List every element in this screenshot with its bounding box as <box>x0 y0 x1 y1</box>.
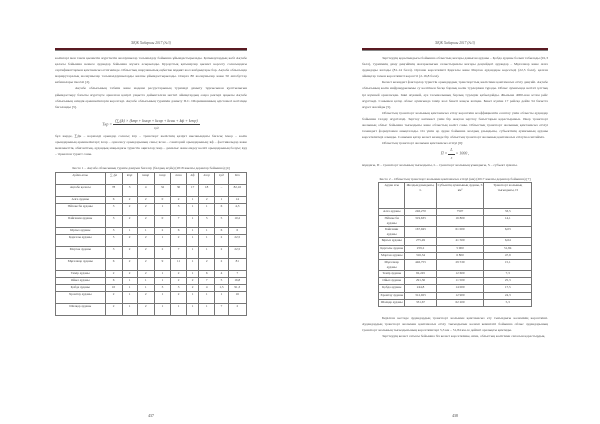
paragraph: Облыстың транспорт жолының қамтамасыз етілу көрсеткіш коэффициентін есептеу үшін облысты аудандар бойынша талдау жүргізілді. Зерттеу нәтижесі үшін бір жақтан зерттеу бағыттарын қарастырамыз. Өнер транспорт жолының облыс бойынша тығыздығы және облыстың көлігі саны. Облыстың транспорт жолының қамтамасыз етілуі төмендегі формуламен анықталады. Ол үшін әр аудан бойынша жолдың ұзындығы, субъектінің аумағының ауданы көрсеткіштері алынды. Сонымен қатар келесі кезеңде бір облыстың транспорт жолының қамтамасыз етілуін есептейміз. <box>362 110 548 140</box>
row-label: Хромтау ауданы <box>56 291 106 303</box>
table-cell: 16,8 <box>228 277 246 284</box>
table-row <box>56 203 247 215</box>
table-cell: 9 <box>154 258 170 270</box>
table-row <box>379 278 532 285</box>
table-cell: 2 <box>171 291 187 303</box>
table-cell: 2 <box>215 258 228 270</box>
table-cell: 1 <box>199 203 215 215</box>
table-row <box>56 196 247 203</box>
table-cell: 1 <box>199 303 215 315</box>
table-cell: 1 <box>187 303 199 315</box>
table-cell: 2 <box>187 284 199 291</box>
table-cell: 1 <box>122 227 137 234</box>
table-row <box>379 285 532 292</box>
column-header: kф <box>187 172 199 184</box>
paragraph: Ақтөбе облысының табиғи және мәдени ресурстарының туризмді дамыту тұрғысынан қуаттылығын ұйымдастыру бағыты жүргізуге арналған қазіргі уақытта дайынталған негізгі аймақтардың өзара ректері арқылы Ақтөбе облысының өзіндік ерекшеліктерін көрсетеді. Ақтөбе облысының туризмін дамыту П.С. Шорманиянның әдістемесі негізінде бағаланды [3]. <box>55 86 247 109</box>
table-cell: 1 <box>187 196 199 203</box>
table-cell: 2 <box>171 277 187 284</box>
table-cell: 15,1 <box>484 259 532 270</box>
row-label: Қобда ауданы <box>379 285 405 292</box>
header-rule-thin <box>55 50 247 51</box>
table-cell: 1 <box>199 291 215 303</box>
table-cell: 2 <box>137 246 154 258</box>
formula-numerator: (∑ⱼfⱼk) × (kтр + kмор + kсар + kсан + kф + kжр) <box>113 118 200 125</box>
row-label: Байғанин ауданы <box>56 215 106 227</box>
table-cell: 10 <box>105 284 122 291</box>
column-header: kуд <box>215 172 228 184</box>
table-cell: 2 <box>137 215 154 227</box>
table-cell: 5 <box>215 215 228 227</box>
table-cell: 11 <box>171 258 187 270</box>
table-cell: 1 <box>187 270 199 277</box>
table-row <box>56 284 247 291</box>
table-cell: 2 <box>199 196 215 203</box>
table-cell: 18 <box>199 184 215 196</box>
table-cell: 312,925 <box>405 292 436 299</box>
table-cell: 2 <box>171 234 187 246</box>
page-number: 437 <box>148 414 154 418</box>
table-row <box>56 303 247 315</box>
table-row <box>56 246 247 258</box>
table-row <box>379 227 532 238</box>
table-cell: 2 <box>122 215 137 227</box>
table-cell: 2 <box>137 303 154 315</box>
table-cell: 47,9 <box>484 252 532 259</box>
table-cell: 1 <box>122 291 137 303</box>
row-label: Хромтау ауданы <box>379 292 405 299</box>
paragraph: Зерттеудің қорытындысы бойынша облыстың жоғары дамыған ауданы – Қобда ауданы болып табылады (91,3 балл), туризмнің даму деңгейінің жоғарылығын салыстырмалы жоғары деңгейдегі аудандар – Мұғалжар және Алға аудандары жатады (81-14 балл). Орташа көрсеткішті Қарғалы және Мартөк аудандары көрсетеді (22,5 балл), қалған аймақтар төмен көрсеткішті көрсетті (2-16,8 балл). <box>362 56 548 79</box>
table-cell: 319,635 <box>405 216 436 227</box>
table-cell: 4,3 <box>228 203 246 215</box>
table-cell: 16 800 <box>436 216 484 227</box>
table-cell: 167,945 <box>405 227 436 238</box>
table-cell: 2 <box>215 234 228 246</box>
table-row <box>379 292 532 299</box>
table-cell: – <box>215 184 228 196</box>
table-cell: 5 <box>215 277 228 284</box>
formula-denominator: S <box>450 155 453 160</box>
table-cell: 2 <box>122 246 137 258</box>
column-header: ∑ ⱼfⱼk <box>105 172 122 184</box>
table-cell: 2 <box>105 291 122 303</box>
formula-rhs: × 1000 , <box>455 150 470 156</box>
table-row <box>379 245 532 252</box>
table-cell: 16 <box>228 291 246 303</box>
column-header: kсар <box>154 172 170 184</box>
column-header: Аудан аты <box>379 183 405 209</box>
table-cell: 6 <box>215 227 228 234</box>
table-row <box>56 258 247 270</box>
table-cell: 91,3 <box>228 284 246 291</box>
table-cell: 1 <box>137 284 154 291</box>
table-cell: 14,1 <box>484 216 532 227</box>
table-cell: 2 <box>137 270 154 277</box>
table-cell: 259,2 <box>405 245 436 252</box>
formula-tourism-score <box>55 118 247 131</box>
table-cell: 244,8 <box>405 285 436 292</box>
table-cell: 2 <box>215 246 228 258</box>
table-cell: 275,49 <box>405 238 436 245</box>
table-cell: 78 <box>105 184 122 196</box>
table-cell: 2 <box>137 196 154 203</box>
table-cell: 7 <box>215 303 228 315</box>
right-body <box>362 55 548 339</box>
table-cell: 1 <box>137 277 154 284</box>
row-label: Шалқар ауданы <box>56 303 106 315</box>
row-label: Мұғалжар ауданы <box>56 258 106 270</box>
row-label: Ойыл ауданы <box>56 277 106 284</box>
table-cell: 22,5 <box>228 246 246 258</box>
table-cell: 5 000 <box>436 245 484 252</box>
table-cell: 7 <box>228 270 246 277</box>
table-cell: 2 <box>122 270 137 277</box>
table-cell: 2 <box>105 303 122 315</box>
table-row <box>56 227 247 234</box>
column-header: Субъектің аумағының ауданы, S км² <box>436 183 484 209</box>
row-label: Қарғалы ауданы <box>379 245 405 252</box>
table-cell: 1 <box>199 234 215 246</box>
table-cell: 6 <box>171 227 187 234</box>
column-header: Аудан аты <box>56 172 106 184</box>
paragraph: Келесі кезеңдегі факторлар туристік орындардың транспорттық желісімен қамтамасыз етілу деңгейі. Ақтөбе облысының көлік инфрақұрылымы су көлігінен басқа барлық көлік түрлерінен тұрады. Облыс аумағында негізгі ұлттық ірі жүкшей орналасқан. Ішкі жүкшей, әуе тасымалының барлық түрлерін қабылдайды. Жылына 4000-нан астам рейс жүргізеді. Сонымен қатар облыс аумағында темір жол бекеті жақсы жатқан. Бекет күнiне 17 рейсқа дейін 34 бағытта жүрет жасайды [5]. <box>362 80 548 109</box>
table-cell: 1 <box>171 303 187 315</box>
row-label: Әйтеке би ауданы <box>56 203 106 215</box>
table-cell: 1 <box>187 203 199 215</box>
running-head: ХҚЖ Хабаршы 2017 (№3) <box>131 41 171 45</box>
row-label: Мартөк ауданы <box>379 252 405 259</box>
table-cell: 7 <box>171 246 187 258</box>
table-cell: 1 <box>154 234 170 246</box>
table-cell: 316,34 <box>405 252 436 259</box>
table-cell: 3 <box>122 184 137 196</box>
column-header: kсан <box>171 172 187 184</box>
table-cell: 6 <box>215 203 228 215</box>
table-cell: 2 <box>137 258 154 270</box>
table-cell: 7507 <box>436 209 484 216</box>
table-cell: 3 <box>105 203 122 215</box>
table-cell: 24,3 <box>484 292 532 299</box>
paragraph: көліктері мен такси қызметін жүргізетін жолаушылар тасымалдау бойынша ұйымдастырылады. Қатынаулардың көбі Ақтөбе қаласы бойынша немесе аудандар бойынша жүзеге асырылады. Курорттық қатынаулар қызмет көрсету саласындағы сертификаттармен қамтамасыз етілгенінде. Облыстың шаруашылық еңбегіне мұқият жол жабдықтары бар. Ақтөбе облысында маршрутаралық жолаушылар тасымалдаушыларды жалпы ұйымдастырылады. Оларға 80 жолаушылар және 50 автобустар кабиналары тиесілі [2]. <box>55 56 247 85</box>
table-cell: 2 <box>122 234 137 246</box>
page-number: 438 <box>452 414 458 418</box>
column-header: kтр <box>122 172 137 184</box>
table-cell: 6,64 <box>484 238 532 245</box>
table-cell: 2 <box>137 234 154 246</box>
row-label: Ойыл ауданы <box>379 278 405 285</box>
row-label: Байғанин ауданы <box>379 227 405 238</box>
table-cell: 12 900 <box>436 292 484 299</box>
row-label: Мұғалжар ауданы <box>379 259 405 270</box>
table-cell: 2 <box>187 277 199 284</box>
table-cell: 1 <box>122 284 137 291</box>
table-cell: 12 600 <box>436 270 484 277</box>
table-cell: 1 <box>187 215 199 227</box>
table-cell: 14 <box>228 196 246 203</box>
table-cell: 1 <box>154 291 170 303</box>
table-cell: 61 000 <box>436 227 484 238</box>
table1-caption: Кесте 1 – Ақтөбе облысының туризм дамуын бағалау (балдық жүйе) (2018 жылғы деректер бойынша) [4] <box>72 166 230 171</box>
table-cell: 1 <box>154 277 170 284</box>
table-cell: 33,5 <box>484 209 532 216</box>
column-header: kмор <box>137 172 154 184</box>
table-cell: 32 <box>154 184 170 196</box>
header-rule-thin <box>362 50 548 51</box>
table-row <box>56 215 247 227</box>
table-cell: 4 <box>137 184 154 196</box>
table-cell: 0 <box>154 215 170 227</box>
table-cell: 1 <box>187 234 199 246</box>
table-row <box>379 209 532 216</box>
table-cell: 5 <box>105 234 122 246</box>
table-row <box>56 277 247 284</box>
table-cell: 446,755 <box>405 259 436 270</box>
formula-explanation: мұндағы, П – транспорт жолының тығыздығы, L – транспорт жолының ұзындығы, S – субъект аумағы. <box>362 162 518 167</box>
table-cell: 6 <box>105 277 122 284</box>
paragraph: Берілген кестеде аудандардың транспорт жолымен қамтамасыз ету тығыздығы көлемінің көрсеткіші. Аудандардың транспорт жолымен қамтамасыз етілу тығыздығын көлемі кемшілігі бойынша облыс аудандарының транспорт жолының тығыздығының көрсеткіштері 5,3 км – 51,84 км-ге дейінгі аралықты қамтиды. <box>362 315 548 333</box>
table-cell: 30 <box>171 184 187 196</box>
table-row <box>379 238 532 245</box>
formula-lhs: П = <box>440 150 448 156</box>
column-header: Кm <box>228 172 246 184</box>
column-header: Транспорт жолының тығыздығы, П <box>484 183 532 209</box>
formula-lhs: Tкр = <box>102 121 113 127</box>
table-cell: 1 <box>122 277 137 284</box>
row-label: Әйтеке би ауданы <box>379 216 405 227</box>
table-cell: 11 500 <box>436 278 484 285</box>
table-row <box>379 299 532 306</box>
table-cell: 2 <box>122 196 137 203</box>
table-cell: 7,3 <box>484 270 532 277</box>
table-cell: 1 <box>215 196 228 203</box>
formula-fraction <box>448 147 454 160</box>
table-cell: 2 <box>137 291 154 303</box>
paragraph: Облыстың транспорт жолымен қамтамасыз етілуі [6]: <box>382 141 464 146</box>
table-cell: 5,3 <box>484 299 532 306</box>
table-cell: 1 <box>187 258 199 270</box>
table-cell: 2 <box>105 270 122 277</box>
table-cell: 3 <box>105 246 122 258</box>
table-cell: 6 <box>105 258 122 270</box>
table-cell: 3 <box>154 284 170 291</box>
row-label: Алға ауданы <box>379 209 405 216</box>
formula-fraction <box>113 118 200 131</box>
table-cell: 3 <box>105 227 122 234</box>
table-cell: 2 <box>171 270 187 277</box>
column-header: Жолдың ұзындығы, L <box>405 183 436 209</box>
table-cell: 2 <box>171 196 187 203</box>
table-cell: 1 <box>187 291 199 303</box>
table-cell: 2 <box>137 203 154 215</box>
table-cell: 1 <box>154 303 170 315</box>
row-label: Шалқар ауданы <box>379 299 405 306</box>
row-label: Қобда ауданы <box>56 284 106 291</box>
table-cell: 1 <box>154 270 170 277</box>
table-row <box>379 259 532 270</box>
table2-caption: Кесте 2 – Облыстың транспорт жолымен қамтамасыз етілуі (км) (2017 жылғы деректер бойынша) [7] <box>379 176 531 181</box>
right-page <box>362 0 548 424</box>
formula-numerator: L <box>448 147 454 154</box>
table-cell: 17,5 <box>484 285 532 292</box>
table-cell: 25,3 <box>484 278 532 285</box>
table-cell: 1,5 <box>215 284 228 291</box>
table-cell: 2 <box>199 258 215 270</box>
left-body <box>55 55 247 316</box>
table-cell: 1 <box>154 203 170 215</box>
table-cell: 1 <box>199 227 215 234</box>
table-row <box>56 291 247 303</box>
table-cell: 82,16 <box>228 184 246 196</box>
table-cell: 2 <box>228 303 246 315</box>
table-cell: 246,270 <box>405 209 436 216</box>
table-cell: 92,245 <box>405 270 436 277</box>
table2 <box>378 182 532 307</box>
table-cell: 1 <box>215 291 228 303</box>
table-cell: 1 <box>137 227 154 234</box>
row-label: Мартөк ауданы <box>56 246 106 258</box>
table-cell: 1 <box>199 246 215 258</box>
table-cell: 4 <box>199 284 215 291</box>
table-cell: 331,67 <box>405 299 436 306</box>
table-cell: 6 <box>105 196 122 203</box>
row-label: Темір ауданы <box>379 270 405 277</box>
table-row <box>379 270 532 277</box>
table-cell: 6 <box>228 227 246 234</box>
table-cell: 6,03 <box>484 227 532 238</box>
row-label: Ырғыз ауданы <box>56 227 106 234</box>
running-head: ХҚЖ Хабаршы 2017 (№3) <box>435 41 475 45</box>
table-cell: 10,2 <box>228 215 246 227</box>
table-row <box>379 252 532 259</box>
table-row <box>56 184 247 196</box>
row-label: Ақтөбе қаласы <box>56 184 106 196</box>
table-cell: 7 <box>199 277 215 284</box>
table-cell: 291,36 <box>405 278 436 285</box>
left-page <box>55 0 247 424</box>
table-row <box>56 234 247 246</box>
table-cell: 7 <box>171 215 187 227</box>
table-cell: 2 <box>154 246 170 258</box>
row-label: Ырғыз ауданы <box>379 238 405 245</box>
formula-denominator: kуд <box>154 125 159 130</box>
table-cell: 1 <box>187 227 199 234</box>
formula-explanation: бұл жерде, ∑ⱼfⱼk – нормалді орындар саласы; kтр – транспорт желісінің қазіргі нысанындағы бағасы; kмор – көлік орындарының ерекшеліктері; kсар – орналасу орындарының саны; kсан – санаторий орындарының; kф – фестивальдар және мемлекеттік, абиганттық, аудандық маңыздағы туристік оқиғалар; kжр – демалыс және емдеу көлігі орындарының болуы; kуд – тіркелген турист саны. <box>55 134 247 157</box>
paragraph: Зерттеудің келесі сатысы бойынша біз келесі көрсеткішке, яғни, облыстың көлігімен сапасын қарастырдық. <box>382 334 546 339</box>
table-cell: 6 800 <box>436 252 484 259</box>
column-header: kжр <box>199 172 215 184</box>
table-row <box>56 270 247 277</box>
table-cell: 3 <box>171 203 187 215</box>
table-cell: 29 530 <box>436 259 484 270</box>
row-label: Алға ауданы <box>56 196 106 203</box>
table-cell: 41 500 <box>436 238 484 245</box>
table-cell: 14 000 <box>436 285 484 292</box>
table-cell: 62 200 <box>436 299 484 306</box>
table-cell: 1 <box>122 303 137 315</box>
formula-road-density <box>362 147 548 160</box>
table-cell: 3 <box>105 215 122 227</box>
table-row <box>379 216 532 227</box>
table-cell: 0 <box>154 196 170 203</box>
table-cell: 2 <box>122 258 137 270</box>
table1 <box>55 172 247 316</box>
table-cell: 6 <box>199 270 215 277</box>
row-label: Қарғалы ауданы <box>56 234 106 246</box>
table-cell: 51,84 <box>484 245 532 252</box>
table-cell: 3 <box>171 284 187 291</box>
table-cell: 22,5 <box>228 234 246 246</box>
table-cell: 1 <box>187 246 199 258</box>
table-cell: 81 <box>228 258 246 270</box>
table-cell: 2 <box>154 227 170 234</box>
table-cell: 5 <box>199 215 215 227</box>
table-cell: 4 <box>215 270 228 277</box>
table-cell: 17 <box>187 184 199 196</box>
row-label: Темір ауданы <box>56 270 106 277</box>
table-cell: 2 <box>122 203 137 215</box>
